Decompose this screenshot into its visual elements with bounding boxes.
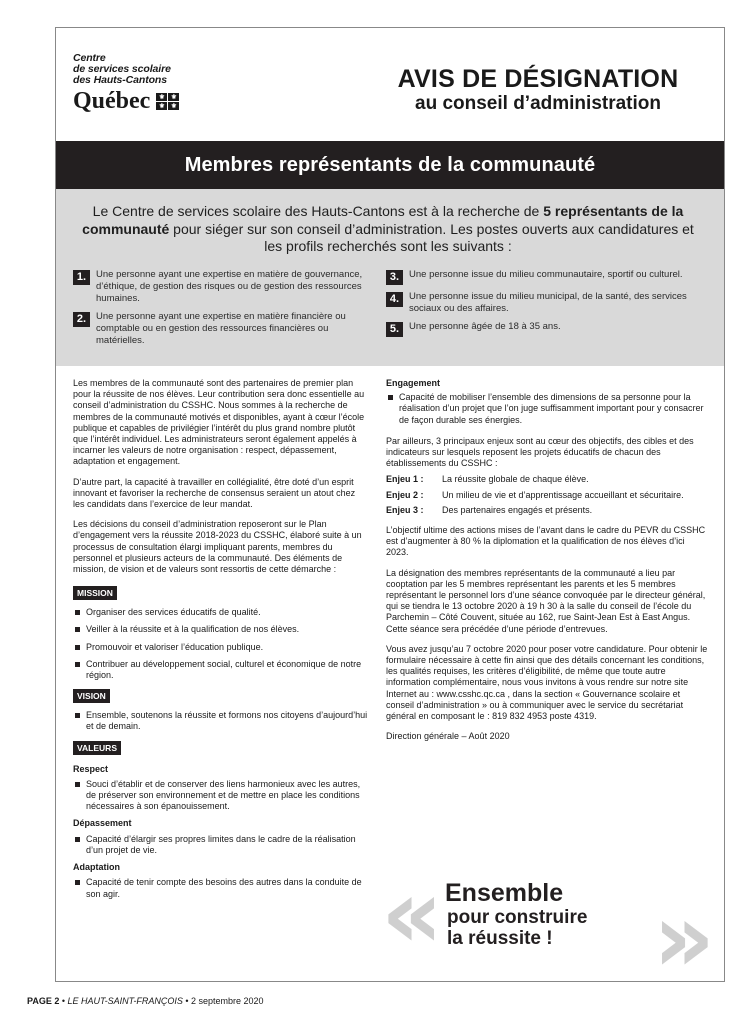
enjeu-label: Enjeu 2 : — [386, 489, 424, 500]
value-text: Capacité de mobiliser l’ensemble des dimensions de sa personne pour la réalisation d’un projet que l’on juge suffisamment important pour y consacrer de façon durable ses énergies. — [399, 392, 704, 425]
profile-list-right — [386, 269, 706, 343]
slogan — [381, 858, 715, 994]
value-text: Souci d’établir et de conserver des liens harmonieux avec les autres, de préserver son environnement et de mettre en place les conditions nécessaires à son épanouissement. — [86, 778, 361, 812]
square-bullet-icon — [75, 837, 80, 842]
profile-number: 3. — [386, 270, 403, 285]
banner-title: Membres représentants de la communauté — [184, 153, 596, 176]
vision-item — [73, 710, 368, 732]
profile-item — [73, 269, 373, 305]
left-column — [73, 378, 368, 906]
notice-title: AVIS DE DÉSIGNATION — [397, 65, 679, 93]
page-number: PAGE 2 — [27, 996, 60, 1006]
mission-item — [73, 642, 368, 653]
notice-frame — [55, 27, 725, 994]
paragraph: Par ailleurs, 3 principaux enjeux sont au cœur des objectifs, des cibles et des indicateurs sur lesquels reposent les projets éducatifs de chacun des établissements du CSSHC : — [386, 435, 694, 469]
profile-number: 5. — [386, 322, 403, 337]
intro-bold: 5 représentants de la communauté — [82, 203, 684, 237]
profile-text: Une personne issue du milieu municipal, de la santé, des services sociaux ou des affaires. — [409, 291, 687, 314]
enjeu-label: Enjeu 1 : — [386, 474, 424, 485]
profile-item — [73, 311, 373, 347]
mission-text: Veiller à la réussite et à la qualification de nos élèves. — [86, 624, 300, 635]
profile-text: Une personne issue du milieu communautaire, sportif ou culturel. — [409, 269, 683, 280]
intro-box — [56, 189, 724, 366]
mission-text: Contribuer au développement social, culturel et économique de notre région. — [86, 658, 362, 681]
mission-text: Promouvoir et valoriser l’éducation publique. — [86, 641, 264, 652]
square-bullet-icon — [75, 713, 80, 718]
paragraph: La désignation des membres représentants de la communauté a lieu par cooptation par les 5 membres représentant les parents et les 5 membres représentant le personnel lors d’une séance convoquée par le directeur général, qui se tiendra le 13 octobre 2020 à 19 h 30 à la salle du conseil de l’école du Parchemin – Côté Couvent, située au 162, rue Saint-Jean Est à East Angus. Cette séance sera précédée d’une période d’entrevues. — [386, 567, 706, 634]
enjeu-item — [386, 490, 708, 501]
mission-tag: MISSION — [73, 586, 117, 600]
slogan-line-3: la réussite ! — [447, 928, 553, 949]
profile-number: 1. — [73, 270, 90, 285]
paragraph: Les membres de la communauté sont des partenaires de premier plan pour la réussite de nos élèves. Leur contribution sera donc essentielle au conseil d’administration du CSSHC. Nous sommes à la recherche de membres de la communauté motivés et disponibles, ayant à cœur l’école publique et capables de privilégier l’intérêt du plus grand nombre plutôt que l’intérêt individuel. Les administrateurs seront également appelés à incarner les valeurs de notre organisation : respect, dépassement, adaptation et engagement. — [73, 378, 365, 467]
square-bullet-icon — [388, 395, 393, 400]
paragraph: L’objectif ultime des actions mises de l’avant dans le cadre du PEVR du CSSHC est d’augmenter à 80 % la diplomation et la qualification de nos élèves d’ici 2023. — [386, 525, 706, 558]
csshc-logo — [73, 53, 273, 114]
square-bullet-icon — [75, 610, 80, 615]
value-text: Capacité de tenir compte des besoins des autres dans la conduite de son agir. — [86, 877, 362, 899]
header — [56, 28, 724, 141]
enjeu-item — [386, 474, 708, 485]
paragraph: Vous avez jusqu’au 7 octobre 2020 pour poser votre candidature. Pour obtenir le formulaire nécessaire à cette fin ainsi que des détails concernant les conditions, les qualités requises, les critères d’éligibilité, de même que toute autre information complémentaire, nous vous invitons à vous rendre sur notre site Internet au : www.csshc.qc.ca , dans la section « Gouvernance scolaire et conseil d’administration » ou à communiquer avec le service du secrétariat général en composant le : 819 832 4953 poste 4319. — [386, 643, 708, 722]
quebec-text: Québec — [73, 88, 151, 114]
enjeu-text: Un milieu de vie et d’apprentissage accueillant et sécuritaire. — [442, 489, 684, 500]
mission-item — [73, 624, 368, 635]
vision-tag: VISION — [73, 689, 110, 703]
intro-text — [73, 203, 703, 256]
intro-part-2: pour siéger sur son conseil d’administration. Les postes ouverts aux candidatures et les profils recherchés sont les suivants : — [169, 220, 694, 254]
quebec-wordmark — [73, 88, 273, 114]
newspaper-name: LE HAUT-SAINT-FRANÇOIS — [67, 996, 183, 1006]
slogan-line-2: pour construire — [447, 907, 588, 928]
logo-line-1: Centre — [73, 52, 106, 64]
value-item — [73, 877, 368, 899]
logo-line-2: de services scolaire — [73, 63, 171, 75]
vision-text: Ensemble, soutenons la réussite et formons nos citoyens d’aujourd’hui et de demain. — [86, 710, 368, 732]
mission-item — [73, 607, 368, 618]
footer-separator: • — [182, 996, 192, 1006]
enjeu-item — [386, 505, 708, 516]
enjeu-label: Enjeu 3 : — [386, 504, 424, 515]
slogan-text — [445, 880, 587, 949]
value-text: Capacité d’élargir ses propres limites dans le cadre de la réalisation d’un projet de vie. — [86, 833, 356, 855]
mission-text: Organiser des services éducatifs de qualité. — [86, 607, 261, 618]
enjeu-text: La réussite globale de chaque élève. — [442, 474, 589, 485]
square-bullet-icon — [75, 627, 80, 632]
fleurdelise-flag-icon: ⚜ ⚜ ⚜ ⚜ — [156, 93, 179, 110]
footer-separator: • — [59, 996, 68, 1006]
logo-line-3: des Hauts-Cantons — [73, 74, 167, 86]
page-footer — [27, 996, 264, 1006]
right-column — [386, 378, 708, 742]
profile-item — [386, 291, 706, 315]
square-bullet-icon — [75, 880, 80, 885]
square-bullet-icon — [75, 782, 80, 787]
profile-item — [386, 269, 706, 285]
value-item — [73, 779, 368, 813]
issue-date: 2 septembre 2020 — [191, 996, 264, 1006]
profile-list-left — [73, 269, 373, 353]
profile-text: Une personne âgée de 18 à 35 ans. — [409, 321, 561, 332]
close-quote-icon: » — [652, 882, 715, 994]
paragraph: D’autre part, la capacité à travailler en collégialité, être doté d’un esprit innovant et favoriser la recherche de consensus seraient un atout chez les candidats dans l’exercice de leur mandat. — [73, 476, 356, 510]
open-quote-icon: « — [381, 858, 444, 970]
profile-text: Une personne ayant une expertise en matière de gouvernance, d’éthique, de gestion des risques ou de gestion des ressources humaines. — [96, 269, 363, 304]
square-bullet-icon — [75, 645, 80, 650]
enjeu-text: Des partenaires engagés et présents. — [442, 504, 593, 515]
profile-text: Une personne ayant une expertise en matière financière ou comptable ou en gestion des ressources financières ou matérielles. — [96, 311, 346, 346]
section-banner — [56, 141, 724, 189]
profile-item — [386, 321, 706, 337]
notice-heading — [378, 65, 698, 115]
paragraph: Les décisions du conseil d’administration reposeront sur le Plan d’engagement vers la réussite 2018-2023 du CSSHC, élaboré suite à un processus de consultation élargi impliquant parents, membres du personnel et plusieurs acteurs de la communauté. Des éléments de mission, de vision et de valeurs sont ressortis de cette démarche : — [73, 519, 362, 575]
mission-item — [73, 659, 368, 681]
notice-subtitle: au conseil d’administration — [415, 93, 661, 114]
adaptation-heading: Adaptation — [73, 862, 120, 873]
slogan-line-1: Ensemble — [445, 879, 564, 907]
profile-number: 2. — [73, 312, 90, 327]
signature: Direction générale – Août 2020 — [386, 731, 510, 742]
value-item — [386, 392, 708, 426]
intro-part-1: Le Centre de services scolaire des Hauts-Cantons est à la recherche de — [92, 203, 544, 219]
engagement-heading: Engagement — [386, 378, 441, 388]
respect-heading: Respect — [73, 763, 109, 774]
value-item — [73, 834, 368, 856]
square-bullet-icon — [75, 662, 80, 667]
depassement-heading: Dépassement — [73, 818, 132, 829]
valeurs-tag: VALEURS — [73, 741, 121, 755]
profile-number: 4. — [386, 292, 403, 307]
